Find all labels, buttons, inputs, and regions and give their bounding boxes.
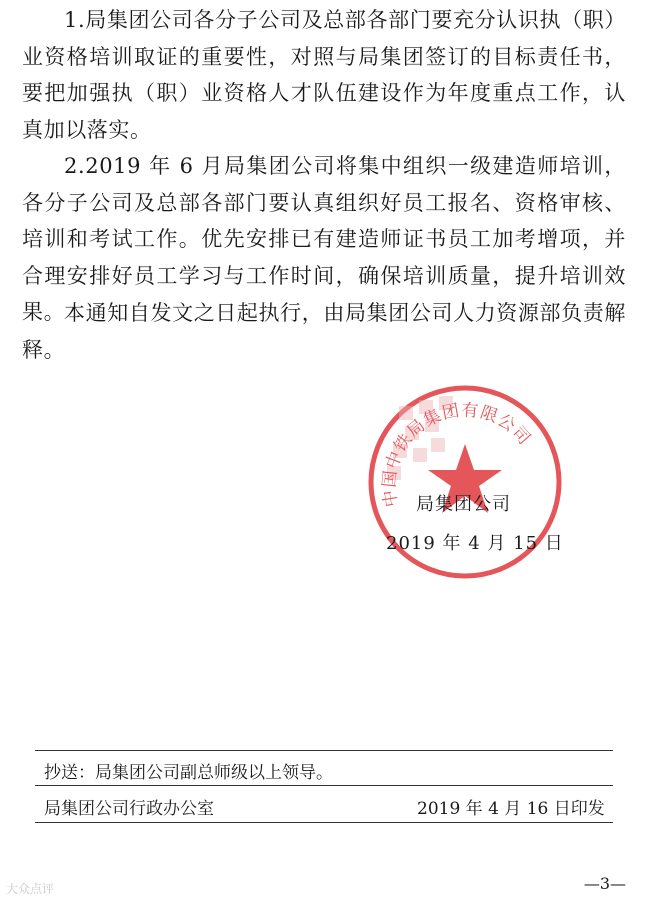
divider [35, 750, 613, 751]
issuing-office: 局集团公司行政办公室 [44, 799, 214, 819]
page-number: —3— [583, 874, 626, 893]
paragraph-3: 本通知自发文之日起执行，由局集团公司人力资源部负责解释。 [22, 301, 626, 362]
issue-date: 2019 年 4 月 16 日印发 [417, 799, 605, 819]
seal-ring-text: 中国中铁局集团有限公司 [379, 400, 535, 509]
divider [35, 822, 613, 823]
paragraph-1: 1.局集团公司各分子公司及总部各部门要充分认识执（职）业资格培训取证的重要性，对照与局集团签订的目标责任书，要把加强执（职）业资格人才队伍建设作为年度重点工作，认真加以落实。 [22, 8, 626, 142]
signature-date: 2019 年 4 月 15 日 [386, 533, 564, 554]
signature-organization: 局集团公司 [416, 494, 511, 515]
divider [35, 785, 613, 786]
paragraph-2: 2.2019 年 6 月局集团公司将集中组织一级建造师培训，各分子公司及总部各部门要认真组织好员工报名、资格审核、培训和考试工作。优先安排已有建造师证书员工加考增项，并合理安排好员工学习与工作时间，确保培训质量，提升培训效果。 [22, 154, 626, 324]
watermark: 大众点评 [6, 882, 55, 896]
cc-line: 抄送：局集团公司副总师级以上领导。 [44, 763, 333, 783]
